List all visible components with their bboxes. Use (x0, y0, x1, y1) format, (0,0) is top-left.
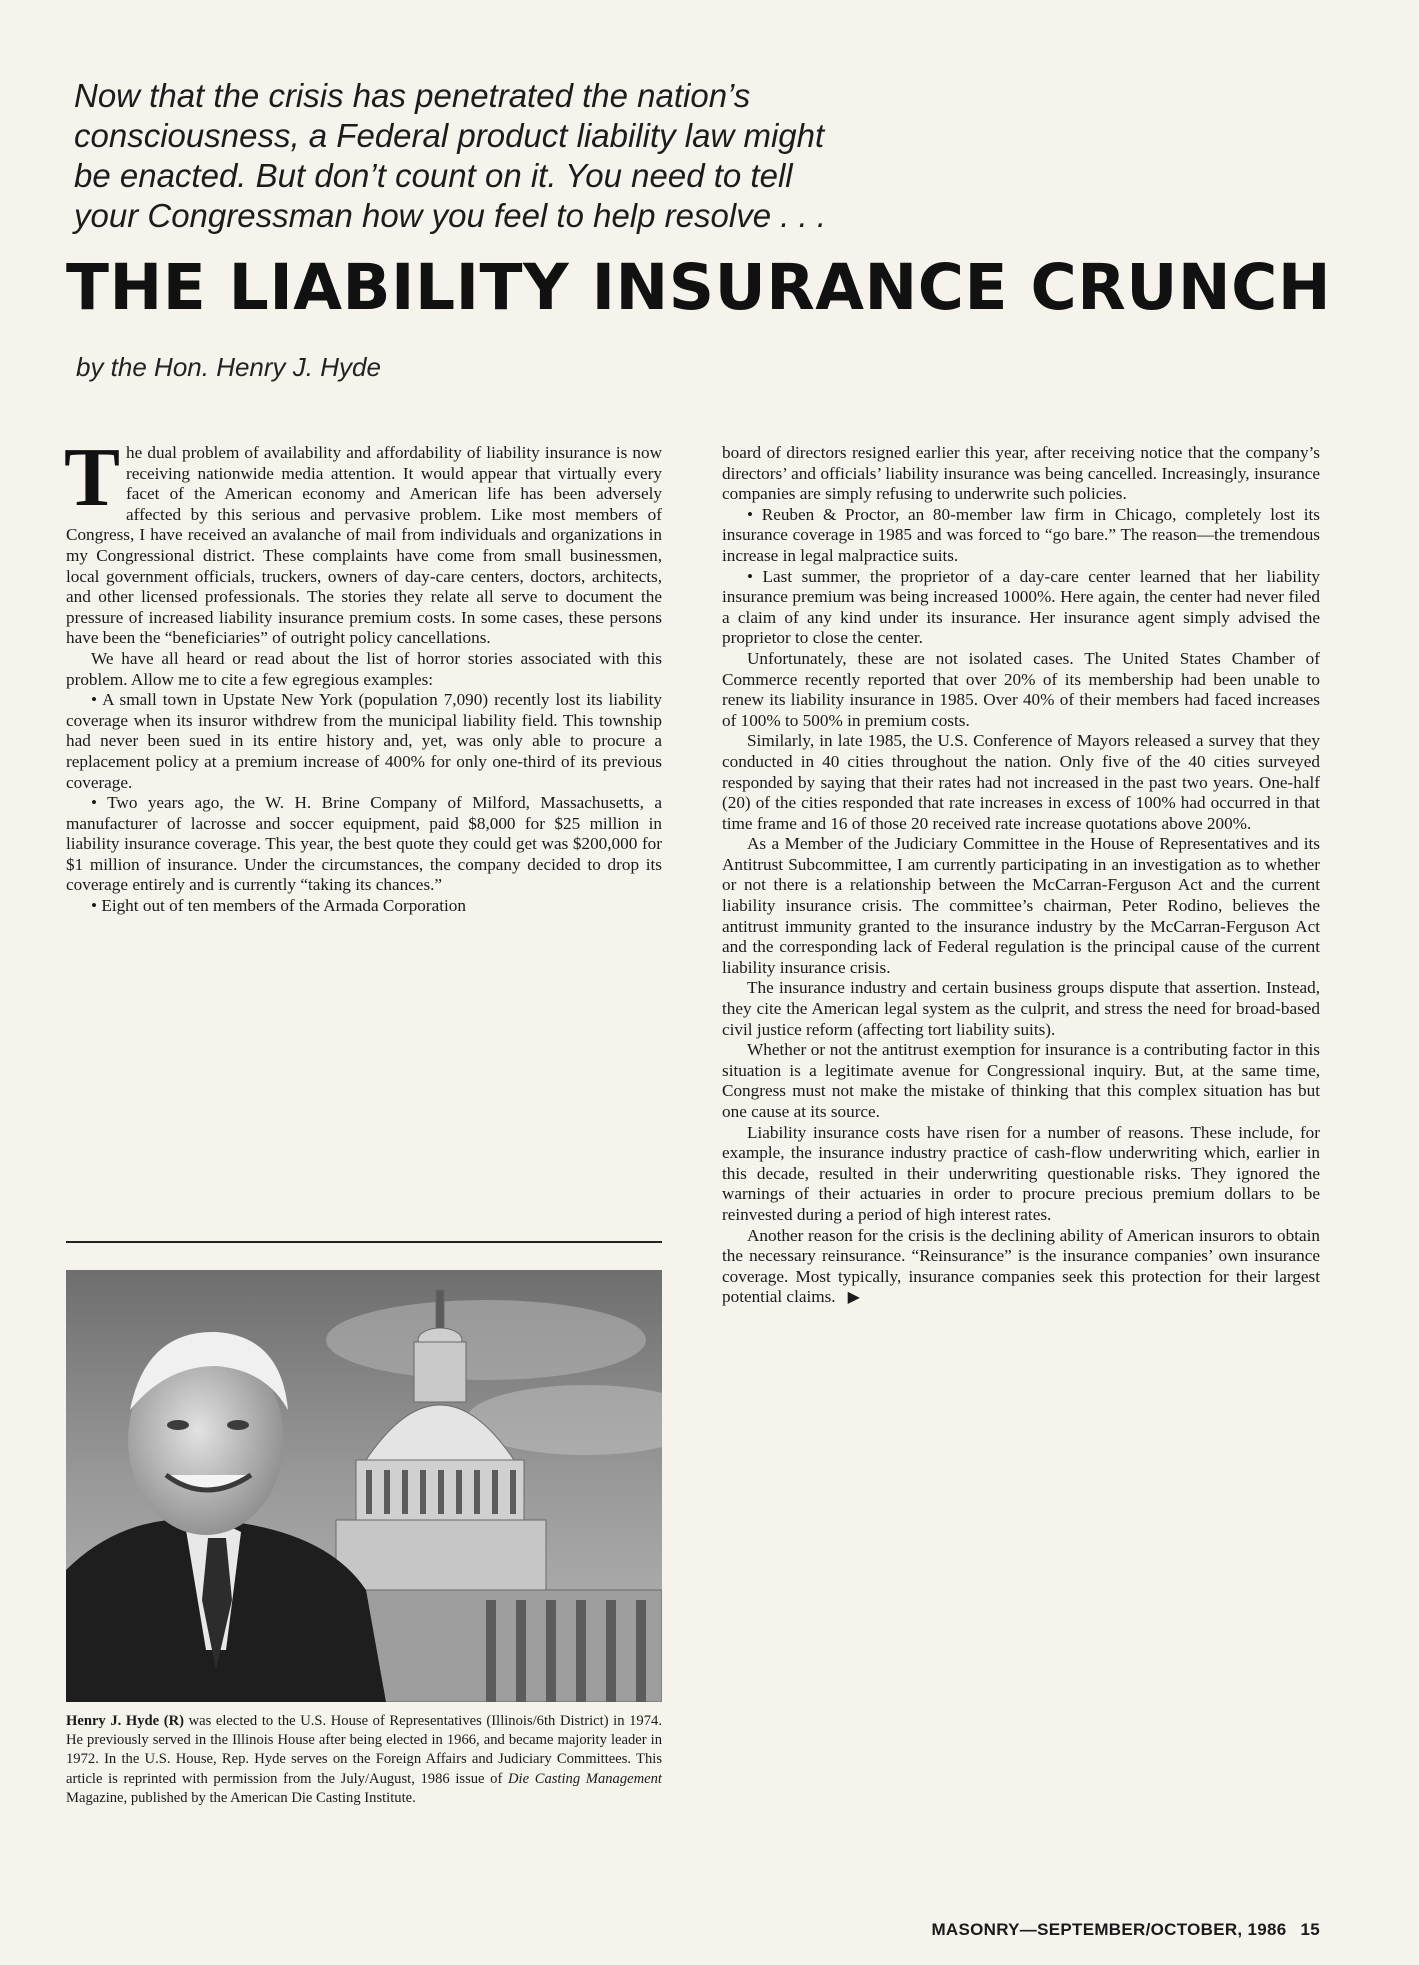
body-paragraph: We have all heard or read about the list of horror stories associated with this problem. Allow me to cite a few egregious examples: (66, 648, 662, 689)
caption-name: Henry J. Hyde (R) (66, 1713, 184, 1729)
body-paragraph: The insurance industry and certain business groups dispute that assertion. Instead, they cite the American legal system as the culprit, and stress the need for broad-based civil justice reform (affecting tort liability suits). (722, 978, 1320, 1039)
right-column (722, 443, 1320, 1309)
bullet-paragraph: • Last summer, the proprietor of a day-care center learned that her liability insurance premium was being increased 1000%. Here again, the center had never filed a claim of any kind under its insurance. Her insurance agent simply advised the proprietor to close the center. (722, 566, 1320, 648)
page-number: 15 (1300, 1920, 1320, 1939)
left-column (64, 431, 662, 917)
bullet-paragraph: • Reuben & Proctor, an 80-member law firm in Chicago, completely lost its insurance coverage in 1985 and was forced to “go bare.” The reason—the tremendous increase in legal malpractice suits. (722, 504, 1320, 565)
byline: by the Hon. Henry J. Hyde (76, 352, 381, 382)
body-paragraph: Similarly, in late 1985, the U.S. Conference of Mayors released a survey that they conducted in 40 cities throughout the nation. Only five of the 40 cities surveyed responded by saying that their rates had not increased in the past two years. One-half (20) of the cities responded that rate increases in excess of 100% had occurred in that time frame and 16 of those 20 received rate increase quotations above 200%. (722, 731, 1320, 833)
publication-issue: MASONRY—SEPTEMBER/OCTOBER, 1986 (931, 1920, 1287, 1939)
page-footer (880, 1920, 1320, 1940)
article-headline: THE LIABILITY INSURANCE CRUNCH (66, 251, 1332, 324)
photo-caption: Henry J. Hyde (R) was elected to the U.S. House of Representatives (Illinois/6th District) in 1974. He previously served in the Illinois House after being elected in 1966, and became majority leader in 1972. In the U.S. House, Rep. Hyde serves on the Foreign Affairs and Judiciary Committees. This article is reprinted with permission from the July/August, 1986 issue of Die Casting Management Magazine, published by the American Die Casting Institute. (66, 1713, 662, 1806)
bullet-paragraph: • Eight out of ten members of the Armada Corporation (91, 896, 466, 916)
caption-magazine-title: Die Casting Management (508, 1770, 662, 1787)
body-paragraph: Liability insurance costs have risen for a number of reasons. These include, for example, the insurance industry practice of cash-flow underwriting which, earlier in this decade, resulted in their underwriting questionable risks. They ignored the warnings of their actuaries in order to procure precious premium dollars to be reinvested during a period of high interest rates. (722, 1122, 1320, 1224)
body-paragraph: The dual problem of availability and affordability of liability insurance is now receiving nationwide media attention. It would appear that virtually every facet of the American economy and American life has been adversely affected by this serious and pervasive problem. Like most members of Congress, I have received an avalanche of mail from individuals and organizations in my Congressional district. These complaints have come from small businessmen, local government officials, truckers, owners of day-care centers, doctors, architects, and other licensed professionals. The stories they relate all serve to document the pressure of increased liability insurance premium costs. In some cases, these persons have been the “beneficiaries” of outright policy cancellations. (64, 431, 662, 648)
body-paragraph: board of directors resigned earlier this year, after receiving notice that the company’s directors’ and officials’ liability insurance was being cancelled. Increasingly, insurance companies are simply refusing to underwrite such policies. (722, 443, 1320, 504)
body-paragraph: Whether or not the antitrust exemption for insurance is a contributing factor in this situation is a legitimate avenue for Congressional inquiry. But, at the same time, Congress must not make the mistake of thinking that this complex situation has but one cause at its source. (722, 1040, 1320, 1121)
deck-intro (74, 76, 974, 236)
drop-cap: T (64, 431, 121, 524)
deck-line: consciousness, a Federal product liability law might (74, 117, 825, 154)
deck-line: be enacted. But don’t count on it. You need to tell (74, 157, 793, 194)
body-paragraph: Unfortunately, these are not isolated cases. The United States Chamber of Commerce recently reported that over 20% of its membership had been unable to renew its liability insurance in 1985. Over 40% of their members had faced increases of 100% to 500% in premium costs. (722, 648, 1320, 730)
continue-arrow-icon: ▶ (847, 1289, 860, 1307)
bullet-paragraph: • A small town in Upstate New York (population 7,090) recently lost its liability coverage when its insuror withdrew from the municipal liability field. This township had never been sued in its entire history and, yet, was only able to procure a replacement policy at a premium increase of 400% for only one-third of its previous coverage. (66, 690, 662, 792)
author-photo (66, 1270, 662, 1702)
body-paragraph: As a Member of the Judiciary Committee in the House of Representatives and its Antitrust Subcommittee, I am currently participating in an investigation as to whether or not there is a relationship between the McCarran-Ferguson Act and the current liability insurance crisis. The committee’s chairman, Peter Rodino, believes the antitrust immunity granted to the insurance industry by the McCarran-Ferguson Act and the corresponding lack of Federal regulation is the principal cause of the current liability insurance crisis. (722, 834, 1320, 977)
deck-line: Now that the crisis has penetrated the nation’s (74, 77, 751, 114)
photo-divider-rule (66, 1241, 662, 1243)
deck-line: your Congressman how you feel to help resolve . . . (74, 197, 827, 234)
bullet-paragraph: • Two years ago, the W. H. Brine Company of Milford, Massachusetts, a manufacturer of lacrosse and soccer equipment, paid $8,000 for $25 million in liability insurance coverage. This year, the best quote they could get was $200,000 for $1 million of insurance. Under the circumstances, the company decided to drop its coverage entirely and is currently “taking its chances.” (66, 793, 662, 895)
body-paragraph: Another reason for the crisis is the declining ability of American insurors to obtain the necessary reinsurance. “Reinsurance” is the insurance companies’ own insurance coverage. Most typically, insurance companies seek this protection for their largest potential claims. ▶ (722, 1225, 1320, 1307)
